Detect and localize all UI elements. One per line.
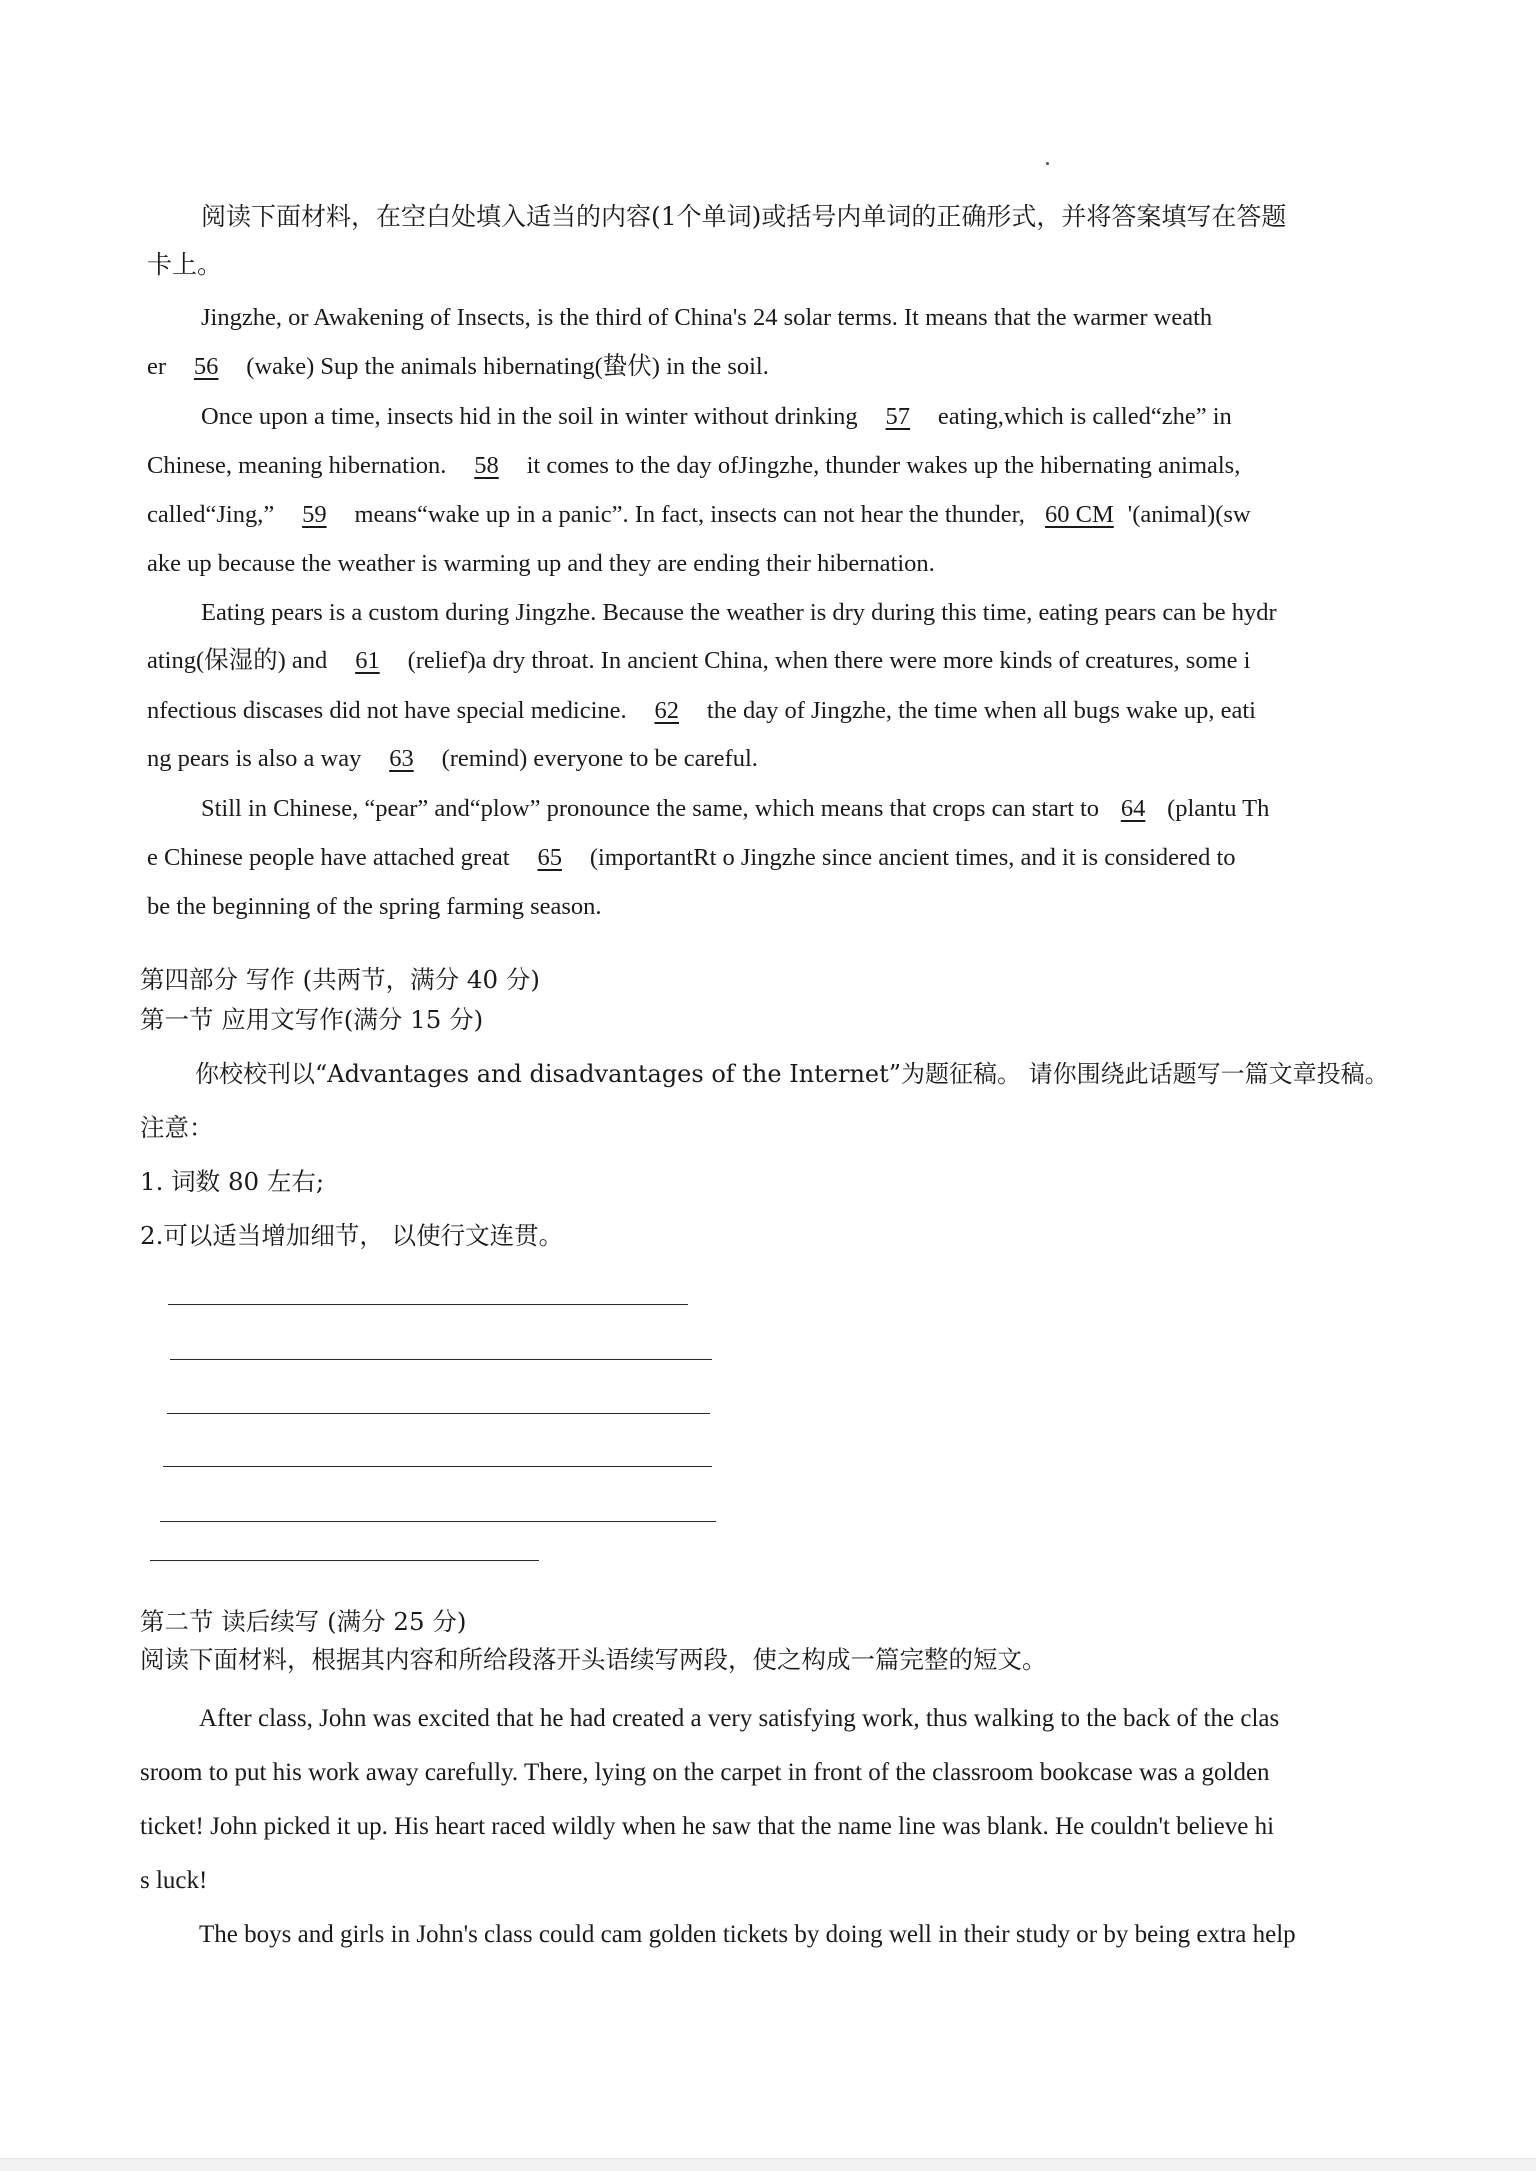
section1-title: 第一节 应用文写作(满分 15 分)	[140, 1005, 484, 1034]
text-segment: nfectious discases did not have special medicine.	[147, 697, 627, 724]
text-segment: er	[147, 353, 167, 380]
story-p1-line1: After class, John was excited that he had created a very satisfying work, thus walking to the back of the clas	[199, 1705, 1280, 1732]
blank-58[interactable]: 58	[474, 452, 499, 479]
blank-60[interactable]: 60 CM	[1045, 501, 1114, 528]
cloze-p3-line4	[147, 743, 758, 775]
answer-line[interactable]	[167, 1413, 710, 1414]
note-2: 2.可以适当增加细节， 以使行文连贯。	[140, 1221, 564, 1250]
text-segment: (relief)a dry throat. In ancient China, when there were more kinds of creatures, some i	[407, 647, 1251, 674]
text-segment: e Chinese people have attached great	[147, 844, 510, 871]
story-p1-line4: s luck!	[140, 1867, 208, 1894]
answer-line[interactable]	[160, 1521, 716, 1522]
cloze-p2-line3	[147, 499, 1251, 531]
story-p2-line1: The boys and girls in John's class could cam golden tickets by doing well in their study or by being extra help	[199, 1921, 1296, 1948]
writing-prompt: 你校校刊以“Advantages and disadvantages of the Internet”为题征稿。 请你围绕此话题写一篇文章投稿。	[195, 1060, 1389, 1088]
scan-speck	[1046, 162, 1049, 165]
section2-title: 第二节 读后续写 (满分 25 分)	[140, 1607, 467, 1636]
cloze-p4-line1	[201, 793, 1269, 825]
answer-line[interactable]	[163, 1466, 712, 1467]
cloze-p2-line4: ake up because the weather is warming up and they are ending their hibernation.	[147, 550, 935, 577]
text-segment: (importantRt o Jingzhe since ancient times, and it is considered to	[589, 844, 1236, 871]
blank-56[interactable]: 56	[193, 353, 219, 380]
text-segment: Chinese, meaning hibernation.	[147, 452, 447, 479]
text-segment: ng pears is also a way	[147, 745, 362, 772]
page-edge	[0, 2158, 1536, 2171]
blank-64[interactable]: 64	[1120, 795, 1146, 822]
text-segment: the day of Jingzhe, the time when all bugs wake up, eati	[706, 697, 1256, 724]
cloze-instructions-line2: 卡上。	[147, 250, 223, 279]
section2-instruction: 阅读下面材料，根据其内容和所给段落开头语续写两段，使之构成一篇完整的短文。	[140, 1645, 1047, 1674]
text-segment: Still in Chinese, “pear” and“plow” pronounce the same, which means that crops can start to	[201, 795, 1100, 822]
text-segment: (remind) everyone to be careful.	[441, 745, 758, 772]
text-segment: called“Jing,”	[147, 501, 275, 528]
cloze-p1-line1: Jingzhe, or Awakening of Insects, is the third of China's 24 solar terms. It means that the warmer weath	[201, 304, 1213, 331]
blank-62[interactable]: 62	[654, 697, 680, 724]
text-segment: eating,which is called“zhe” in	[937, 403, 1232, 430]
cloze-p1-line2	[147, 351, 769, 383]
text-segment: it comes to the day ofJingzhe, thunder wakes up the hibernating animals,	[526, 452, 1241, 479]
cloze-p3-line3	[147, 695, 1256, 727]
text-segment: Once upon a time, insects hid in the soil in winter without drinking	[201, 403, 858, 430]
notice-label: 注意：	[140, 1113, 214, 1142]
cloze-p2-line2	[147, 450, 1240, 482]
blank-65[interactable]: 65	[537, 844, 562, 871]
text-segment: (wake) Sup the animals hibernating(蛰伏) in the soil.	[246, 353, 769, 380]
cloze-p4-line2	[147, 842, 1236, 874]
cloze-p2-line1	[201, 401, 1232, 433]
cloze-p3-line2	[147, 645, 1250, 677]
answer-line[interactable]	[168, 1304, 688, 1305]
cloze-instructions-line1: 阅读下面材料，在空白处填入适当的内容(1个单词)或括号内单词的正确形式，并将答案填写在答题	[201, 202, 1287, 231]
cloze-p3-line1: Eating pears is a custom during Jingzhe. Because the weather is dry during this time, eating pears can be hydr	[201, 599, 1277, 626]
blank-57[interactable]: 57	[885, 403, 911, 430]
text-segment: means“wake up in a panic”. In fact, insects can not hear the thunder,	[354, 501, 1025, 528]
text-segment: (plantu Th	[1167, 795, 1270, 822]
blank-59[interactable]: 59	[302, 501, 327, 528]
text-segment: ating(保湿的) and	[147, 647, 328, 674]
answer-line[interactable]	[150, 1560, 539, 1561]
story-p1-line2: sroom to put his work away carefully. There, lying on the carpet in front of the classroom bookcase was a golden	[140, 1759, 1270, 1786]
blank-63[interactable]: 63	[389, 745, 414, 772]
part4-title: 第四部分 写作 (共两节，满分 40 分)	[140, 965, 540, 994]
text-segment: '(animal)(sw	[1127, 501, 1251, 528]
cloze-p4-line3: be the beginning of the spring farming season.	[147, 893, 602, 920]
blank-61[interactable]: 61	[355, 647, 380, 674]
note-1: 1. 词数 80 左右;	[140, 1167, 325, 1196]
story-p1-line3: ticket! John picked it up. His heart raced wildly when he saw that the name line was blank. He couldn't believe hi	[140, 1813, 1275, 1840]
answer-line[interactable]	[170, 1359, 712, 1360]
